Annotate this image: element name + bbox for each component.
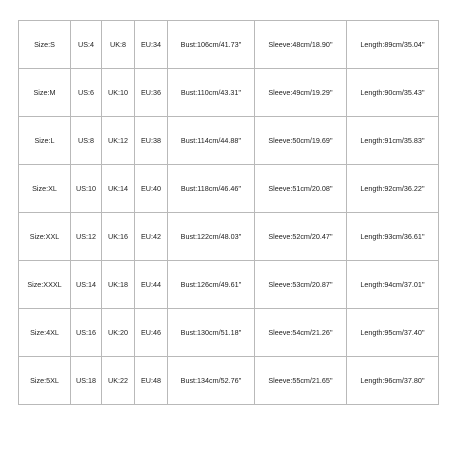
length-cell: Length:95cm/37.40'' (347, 309, 439, 357)
table-row (19, 165, 439, 213)
sleeve-cell: Sleeve:54cm/21.26'' (255, 309, 347, 357)
us-size-cell: US:10 (71, 165, 102, 213)
uk-size-cell: UK:8 (102, 21, 135, 69)
table-row (19, 309, 439, 357)
bust-cell: Bust:122cm/48.03'' (168, 213, 255, 261)
size-chart-table (18, 20, 439, 405)
sleeve-cell: Sleeve:49cm/19.29'' (255, 69, 347, 117)
us-size-cell: US:16 (71, 309, 102, 357)
uk-size-cell: UK:12 (102, 117, 135, 165)
uk-size-cell: UK:22 (102, 357, 135, 405)
eu-size-cell: EU:44 (135, 261, 168, 309)
us-size-cell: US:18 (71, 357, 102, 405)
length-cell: Length:90cm/35.43'' (347, 69, 439, 117)
size-cell: Size:M (19, 69, 71, 117)
sleeve-cell: Sleeve:52cm/20.47'' (255, 213, 347, 261)
size-cell: Size:XXL (19, 213, 71, 261)
size-cell: Size:S (19, 21, 71, 69)
us-size-cell: US:14 (71, 261, 102, 309)
table-row (19, 261, 439, 309)
bust-cell: Bust:134cm/52.76'' (168, 357, 255, 405)
eu-size-cell: EU:48 (135, 357, 168, 405)
bust-cell: Bust:130cm/51.18'' (168, 309, 255, 357)
length-cell: Length:91cm/35.83'' (347, 117, 439, 165)
us-size-cell: US:6 (71, 69, 102, 117)
eu-size-cell: EU:42 (135, 213, 168, 261)
bust-cell: Bust:106cm/41.73'' (168, 21, 255, 69)
size-cell: Size:XL (19, 165, 71, 213)
us-size-cell: US:12 (71, 213, 102, 261)
us-size-cell: US:4 (71, 21, 102, 69)
length-cell: Length:93cm/36.61'' (347, 213, 439, 261)
table-row (19, 21, 439, 69)
us-size-cell: US:8 (71, 117, 102, 165)
length-cell: Length:92cm/36.22'' (347, 165, 439, 213)
bust-cell: Bust:114cm/44.88'' (168, 117, 255, 165)
size-cell: Size:XXXL (19, 261, 71, 309)
length-cell: Length:96cm/37.80'' (347, 357, 439, 405)
length-cell: Length:94cm/37.01'' (347, 261, 439, 309)
size-cell: Size:5XL (19, 357, 71, 405)
table-row (19, 117, 439, 165)
uk-size-cell: UK:18 (102, 261, 135, 309)
sleeve-cell: Sleeve:48cm/18.90'' (255, 21, 347, 69)
uk-size-cell: UK:10 (102, 69, 135, 117)
table-row (19, 357, 439, 405)
sleeve-cell: Sleeve:51cm/20.08'' (255, 165, 347, 213)
bust-cell: Bust:126cm/49.61'' (168, 261, 255, 309)
size-cell: Size:4XL (19, 309, 71, 357)
uk-size-cell: UK:14 (102, 165, 135, 213)
eu-size-cell: EU:40 (135, 165, 168, 213)
bust-cell: Bust:110cm/43.31'' (168, 69, 255, 117)
sleeve-cell: Sleeve:53cm/20.87'' (255, 261, 347, 309)
eu-size-cell: EU:46 (135, 309, 168, 357)
length-cell: Length:89cm/35.04'' (347, 21, 439, 69)
bust-cell: Bust:118cm/46.46'' (168, 165, 255, 213)
table-row (19, 69, 439, 117)
table-row (19, 213, 439, 261)
eu-size-cell: EU:36 (135, 69, 168, 117)
sleeve-cell: Sleeve:55cm/21.65'' (255, 357, 347, 405)
uk-size-cell: UK:20 (102, 309, 135, 357)
size-cell: Size:L (19, 117, 71, 165)
eu-size-cell: EU:38 (135, 117, 168, 165)
sleeve-cell: Sleeve:50cm/19.69'' (255, 117, 347, 165)
eu-size-cell: EU:34 (135, 21, 168, 69)
uk-size-cell: UK:16 (102, 213, 135, 261)
